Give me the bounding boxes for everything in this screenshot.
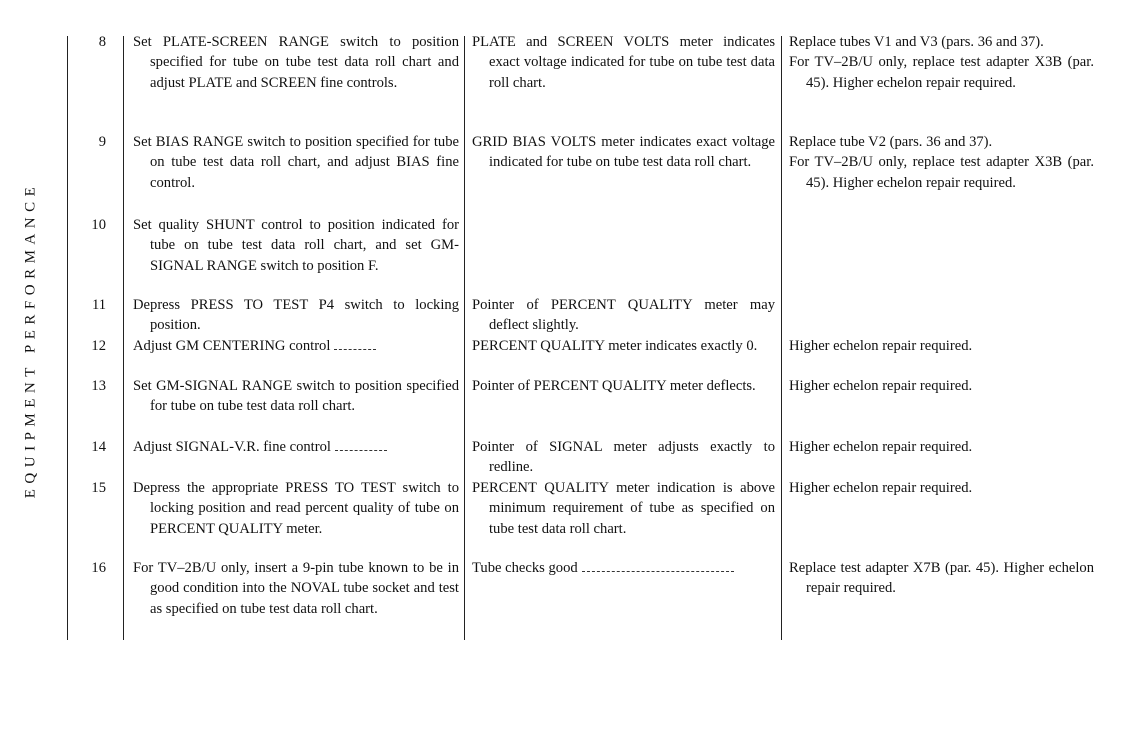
normal-indication-cell: Pointer of PERCENT QUALITY meter deflects.	[472, 378, 756, 394]
step-number: 10	[91, 217, 106, 233]
step-number: 13	[91, 378, 106, 394]
procedure-cell: Set BIAS RANGE switch to position specified for tube on tube test data roll chart, and adjust BIAS fine control.	[133, 134, 459, 191]
corrective-measures-cell: Higher echelon repair required.	[789, 439, 973, 455]
column-rule-action	[123, 36, 124, 640]
procedure-cell: Set PLATE-SCREEN RANGE switch to position specified for tube on tube test data roll chart and adjust PLATE and SCREEN fine controls.	[133, 34, 459, 91]
step-number: 16	[91, 560, 106, 576]
normal-indication-cell: Tube checks good	[472, 558, 775, 578]
step-number: 14	[91, 439, 106, 455]
corrective-measures-cell: Higher echelon repair required.	[789, 378, 973, 394]
column-rule-normal	[464, 36, 465, 640]
corrective-measures-cell: Higher echelon repair required.	[789, 338, 973, 354]
procedure-cell: Adjust GM CENTERING control	[133, 336, 459, 356]
procedure-cell: Set GM-SIGNAL RANGE switch to position specified for tube on tube test data roll chart.	[133, 378, 459, 415]
normal-indication-cell: GRID BIAS VOLTS meter indicates exact voltage indicated for tube on tube test data roll chart.	[472, 134, 775, 171]
dot-leader	[335, 440, 387, 451]
step-number: 12	[91, 338, 106, 354]
step-number: 15	[91, 480, 106, 496]
step-number: 9	[98, 134, 106, 150]
corrective-measures-cell: Higher echelon repair required.	[789, 480, 973, 496]
margin-rule	[67, 36, 68, 640]
column-rule-corrective	[781, 36, 782, 640]
procedure-cell: Depress PRESS TO TEST P4 switch to locking position.	[133, 297, 459, 334]
side-label: EQUIPMENT PERFORMANCE	[22, 181, 39, 499]
step-number: 11	[91, 297, 106, 313]
normal-indication-cell: PERCENT QUALITY meter indication is above minimum requirement of tube as specified on tube test data roll chart.	[472, 480, 775, 537]
procedure-cell: For TV–2B/U only, insert a 9-pin tube known to be in good condition into the NOVAL tube socket and test as specified on tube test data roll chart.	[133, 560, 459, 617]
dot-leader	[334, 339, 376, 350]
corrective-measures-cell: Replace tubes V1 and V3 (pars. 36 and 37). For TV–2B/U only, replace test adapter X3B (par. 45). Higher echelon repair required.	[789, 34, 1094, 91]
dot-leader	[582, 561, 734, 572]
procedure-cell: Set quality SHUNT control to position indicated for tube on tube test data roll chart, and set GM-SIGNAL RANGE switch to position F.	[133, 217, 459, 274]
normal-indication-cell: Pointer of SIGNAL meter adjusts exactly to redline.	[472, 439, 775, 476]
procedure-cell: Depress the appropriate PRESS TO TEST switch to locking position and read percent quality of tube on PERCENT QUALITY meter.	[133, 480, 459, 537]
corrective-measures-cell: Replace tube V2 (pars. 36 and 37). For TV–2B/U only, replace test adapter X3B (par. 45). Higher echelon repair required.	[789, 134, 1094, 191]
normal-indication-cell: PLATE and SCREEN VOLTS meter indicates exact voltage indicated for tube on tube test data roll chart.	[472, 34, 775, 91]
procedure-cell: Adjust SIGNAL-V.R. fine control	[133, 437, 459, 457]
normal-indication-cell: PERCENT QUALITY meter indicates exactly 0.	[472, 338, 758, 354]
normal-indication-cell: Pointer of PERCENT QUALITY meter may deflect slightly.	[472, 297, 775, 334]
step-number: 8	[98, 34, 106, 50]
corrective-measures-cell: Replace test adapter X7B (par. 45). Higher echelon repair required.	[789, 560, 1094, 597]
